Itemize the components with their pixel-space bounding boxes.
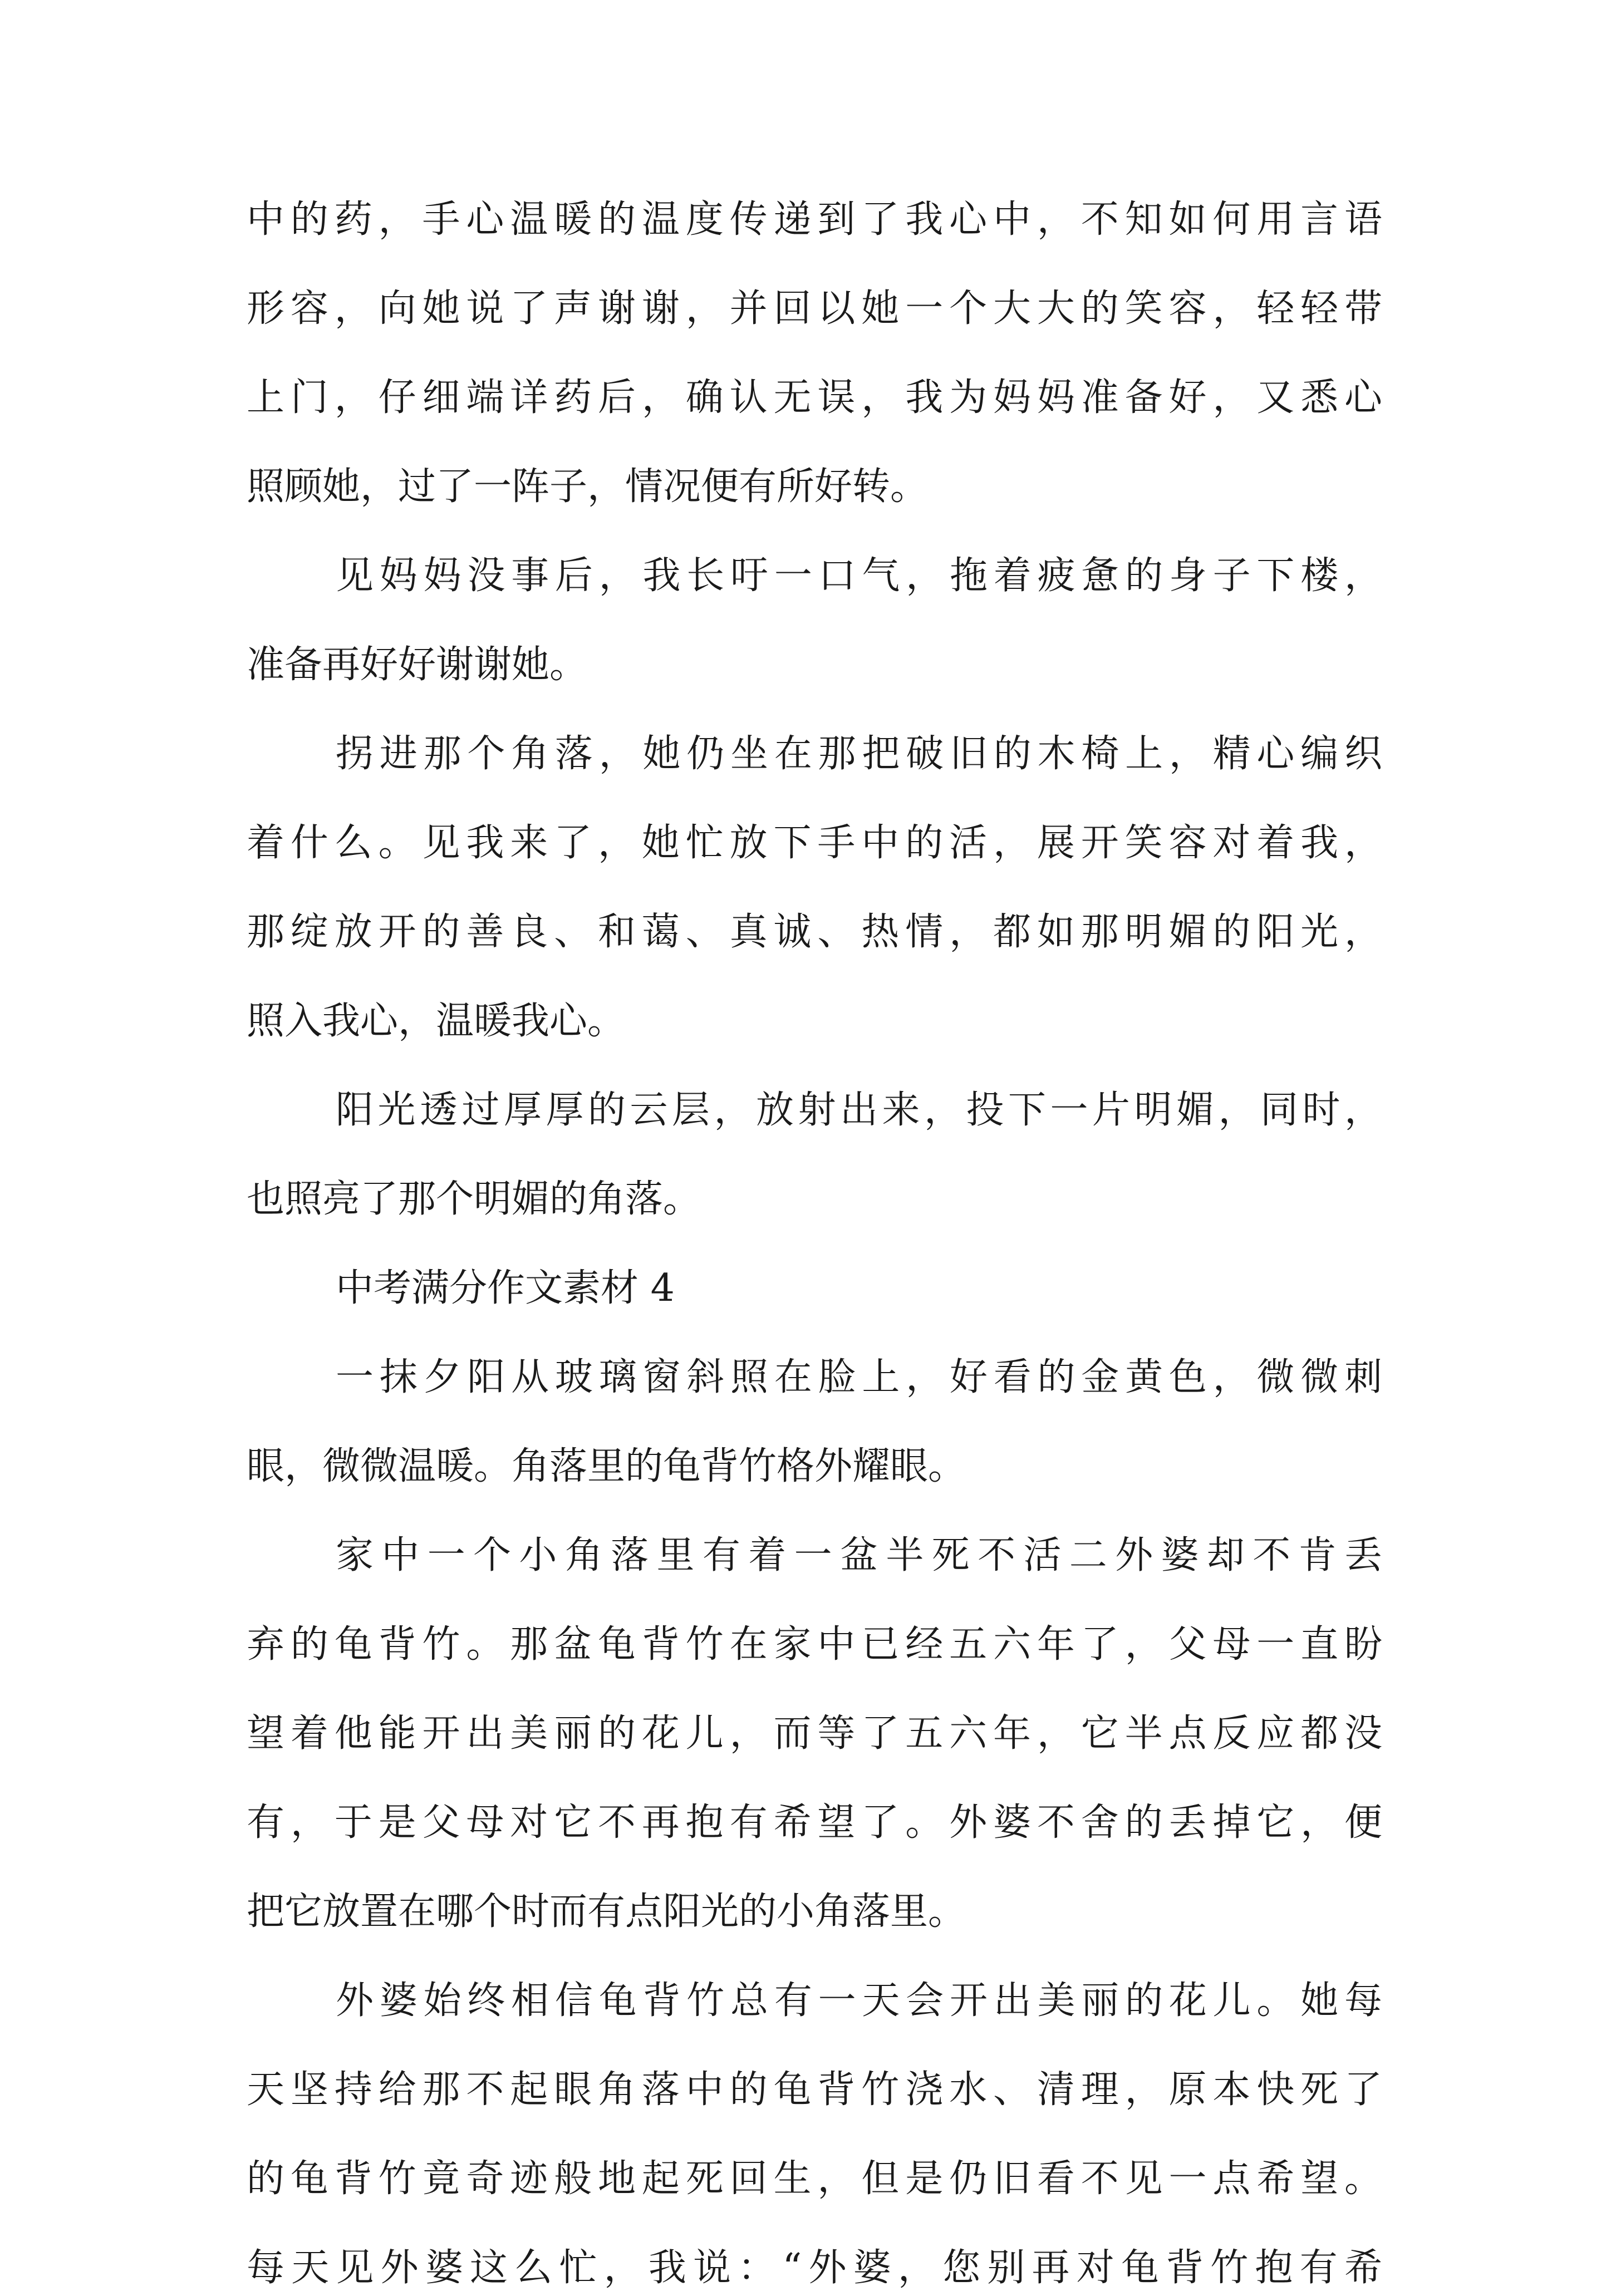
- text-line: 着什么。见我来了，她忙放下手中的活，展开笑容对着我，: [247, 821, 1382, 865]
- text-line: 也照亮了那个明媚的角落。: [247, 1177, 701, 1221]
- text-line: 的龟背竹竟奇迹般地起死回生，但是仍旧看不见一点希望。: [247, 2157, 1382, 2201]
- text-line: 照顾她，过了一阵子，情况便有所好转。: [247, 465, 929, 509]
- text-line: 每天见外婆这么忙，我说：“外婆，您别再对龟背竹抱有希: [247, 2246, 1382, 2290]
- text-line: 把它放置在哪个时而有点阳光的小角落里。: [247, 1890, 966, 1934]
- section-heading: 中考满分作文素材 4: [336, 1266, 675, 1310]
- text-line: 形容，向她说了声谢谢，并回以她一个大大的笑容，轻轻带: [247, 287, 1382, 331]
- text-line: 外婆始终相信龟背竹总有一天会开出美丽的花儿。她每: [336, 1979, 1382, 2023]
- text-line: 天坚持给那不起眼角落中的龟背竹浇水、清理，原本快死了: [247, 2068, 1382, 2112]
- text-line: 有，于是父母对它不再抱有希望了。外婆不舍的丢掉它，便: [247, 1801, 1382, 1845]
- text-line: 一抹夕阳从玻璃窗斜照在脸上，好看的金黄色，微微刺: [336, 1355, 1382, 1399]
- text-line: 弃的龟背竹。那盆龟背竹在家中已经五六年了，父母一直盼: [247, 1623, 1382, 1666]
- text-line: 拐进那个角落，她仍坐在那把破旧的木椅上，精心编织: [336, 732, 1382, 776]
- text-line: 望着他能开出美丽的花儿，而等了五六年，它半点反应都没: [247, 1712, 1382, 1756]
- text-line: 照入我心，温暖我心。: [247, 999, 626, 1043]
- text-line: 准备再好好谢谢她。: [247, 643, 588, 687]
- text-line: 中的药，手心温暖的温度传递到了我心中，不知如何用言语: [247, 198, 1382, 242]
- text-line: 上门，仔细端详药后，确认无误，我为妈妈准备好，又悉心: [247, 376, 1382, 420]
- text-line: 那绽放开的善良、和蔼、真诚、热情，都如那明媚的阳光，: [247, 910, 1382, 954]
- text-line: 眼，微微温暖。角落里的龟背竹格外耀眼。: [247, 1444, 966, 1488]
- text-line: 见妈妈没事后，我长吁一口气，拖着疲惫的身子下楼，: [336, 554, 1382, 598]
- text-line: 阳光透过厚厚的云层，放射出来，投下一片明媚，同时，: [336, 1088, 1382, 1132]
- text-line: 家中一个小角落里有着一盆半死不活二外婆却不肯丢: [336, 1533, 1382, 1577]
